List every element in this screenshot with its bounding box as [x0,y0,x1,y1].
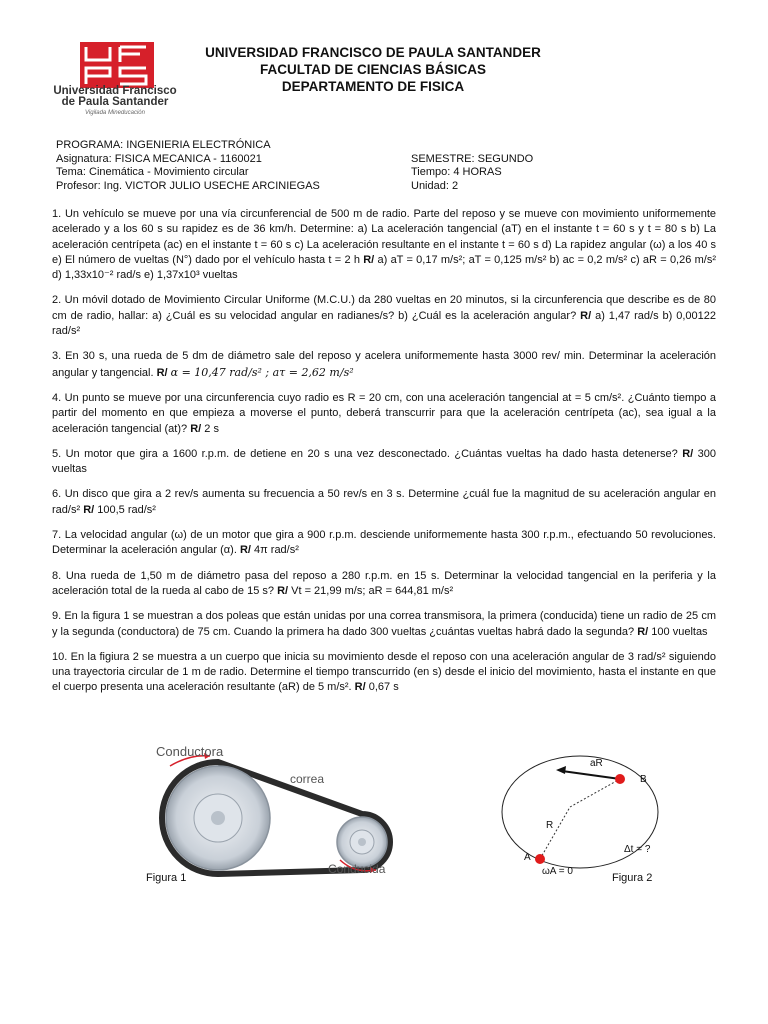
label-conducida: Conducida [328,862,386,876]
semestre: SEMESTRE: SEGUNDO [411,152,534,165]
programa: PROGRAMA: INGENIERIA ELECTRÓNICA [56,139,271,151]
figure-1-pulleys [140,742,410,892]
logo-tagline: Vigilada Mineducación [85,110,145,116]
answer-text: α = 10,47 rad/s² ; aτ = 2,62 m/s² [170,365,354,379]
figure-1-caption: Figura 1 [146,872,187,884]
problem-text: 8. Una rueda de 1,50 m de diámetro pasa del reposo a 280 r.p.m. en 15 s. Determinar la velocidad tangencial en la periferia y la aceleración total de la rueda al cabo de 15 s? [52,569,716,597]
answer-prefix: R/ [83,503,95,516]
answer-prefix: R/ [239,544,251,557]
problem-3 [52,349,716,381]
answer-prefix: R/ [637,625,649,638]
problem-text: 10. En la figiura 2 se muestra a un cuerpo que inicia su movimiento desde el reposo con una aceleración angular de 3 rad/s² siguiendo una trayectoria circular de 1 m de radio. Determine el tiempo transcurrido (en s) desde el inicio del movimiento, hasta el instante en que el cuerpo presenta una aceleración resultante (aR) de 5 m/s². [52,650,716,694]
label-aR: aR [590,758,603,769]
large-pulley-axle [211,811,225,825]
problem-10 [52,650,716,696]
point-a [535,854,545,864]
header-department: DEPARTAMENTO DE FISICA [281,79,465,94]
answer-text: 300 vueltas [52,447,716,476]
profesor: Profesor: Ing. VICTOR JULIO USECHE ARCINIEGAS [56,179,320,192]
answer-prefix: R/ [277,584,289,597]
answer-prefix: R/ [363,253,375,266]
problem-6 [52,487,716,518]
answer-prefix: R/ [156,366,168,379]
problem-text: 9. En la figura 1 se muestran a dos poleas que están unidas por una correa transmisora, la primera (conducida) tiene un radio de 25 cm y la segunda (conductora) de 75 cm. Cuando la primera ha dado 300 vueltas ¿cuántas vueltas habrá dado la segunda? [52,610,716,638]
radius-line-a [540,807,570,859]
problem-text: 1. Un vehículo se mueve por una vía circunferencial de 500 m de radio. Parte del reposo y se mueve con movimiento uniformemente acelerado y a los 60 s su rapidez es de 36 km/h. Determine: a) La aceleración tangencial (aT) en el instante t = 60 s y t = 80 s b) La aceleración centrípeta (ac) en el instante t = 60 s c) La aceleración resultante en el instante t = 60 s d) La rapidez angular (ω) a los 40 s e) El número de vueltas (N°) dado por el vehículo hasta t = 2 h [52,208,716,266]
problem-text: 7. La velocidad angular (ω) de un motor que gira a 900 r.p.m. desciende uniformemente hasta 300 r.p.m., efectuando 50 revoluciones. Determinar la aceleración angular (α). [52,529,716,557]
course-info [56,139,736,193]
label-A: A [524,852,531,863]
label-B: B [640,774,647,785]
document-header [130,44,616,95]
problem-text: 4. Un punto se mueve por una circunferencia cuyo radio es R = 20 cm, con una aceleración tangencial at = 5 cm/s². ¿Cuánto tiempo a partir del momento en que empieza a moverse el punto, deberá transcurrir para que la aceleración centrípeta (ac), sea igual a la aceleración tangencial (at)? [52,391,716,435]
answer-prefix: R/ [682,447,694,460]
label-correa: correa [290,772,325,786]
answer-text: 100 vueltas [651,625,708,638]
problem-text: 6. Un disco que gira a 2 rev/s aumenta su frecuencia a 50 rev/s en 3 s. Determine ¿cuál fue la magnitud de su aceleración angular en rad/s² [52,488,716,516]
answer-prefix: R/ [190,422,202,435]
answer-text: 4π rad/s² [254,544,299,557]
answer-text: Vt = 21,99 m/s; aR = 644,81 m/s² [291,584,454,597]
problem-1 [52,207,716,283]
label-R: R [546,820,554,831]
radius-line-b [570,779,620,807]
problem-list [52,207,716,706]
answer-text: a) aT = 0,17 m/s²; aT = 0,125 m/s² b) ac = 0,2 m/s² c) aR = 0,26 m/s² d) 1,33x10⁻² rad/s e) 1,37x10³ vueltas [52,253,717,282]
problem-text: 2. Un móvil dotado de Movimiento Circular Uniforme (M.C.U.) da 280 vueltas en 20 minutos, si la circunferencia que describe es de 80 cm de radio, hallar: a) ¿Cuál es su velocidad angular en radianes/s? b) ¿Cuál es la aceleración angular? [52,294,716,322]
problem-4 [52,391,716,437]
answer-text: 0,67 s [368,681,399,694]
label-conductora: Conductora [156,744,224,759]
answer-text: a) 1,47 rad/s b) 0,00122 rad/s² [52,309,716,338]
problem-5 [52,447,716,478]
label-dt: Δt = ? [624,844,651,855]
arrow-head-icon [556,766,566,774]
label-omegaA: ωA = 0 [542,866,573,877]
asignatura: Asignatura: FISICA MECANICA - 1160021 [56,152,262,165]
small-pulley-axle [358,838,366,846]
answer-text: 2 s [204,422,219,435]
point-b [615,774,625,784]
problem-8 [52,569,716,600]
figure-2-circle [490,742,700,892]
problem-7 [52,528,716,559]
logo-name-line2: de Paula Santander [61,96,169,108]
problem-text: 5. Un motor que gira a 1600 r.p.m. de detiene en 20 s una vez desconectado. ¿Cuántas vueltas ha dado hasta detenerse? [52,447,678,460]
logo-name-line1: Universidad Francisco [53,85,177,97]
tiempo: Tiempo: 4 HORAS [411,166,502,178]
figure-2-caption: Figura 2 [612,872,653,884]
header-university: UNIVERSIDAD FRANCISCO DE PAULA SANTANDER [205,45,541,60]
answer-prefix: R/ [354,681,366,694]
acceleration-vector [562,771,620,779]
problem-9 [52,609,716,640]
answer-prefix: R/ [580,309,592,322]
answer-text: 100,5 rad/s² [97,503,156,516]
header-faculty: FACULTAD DE CIENCIAS BÁSICAS [259,62,486,77]
tema: Tema: Cinemática - Movimiento circular [56,166,249,178]
problem-text: 3. En 30 s, una rueda de 5 dm de diámetro sale del reposo y acelera uniformemente hasta 3000 rev/ min. Determinar la aceleración angular y tangencial. [52,350,716,379]
problem-2 [52,293,716,339]
unidad: Unidad: 2 [411,179,459,192]
